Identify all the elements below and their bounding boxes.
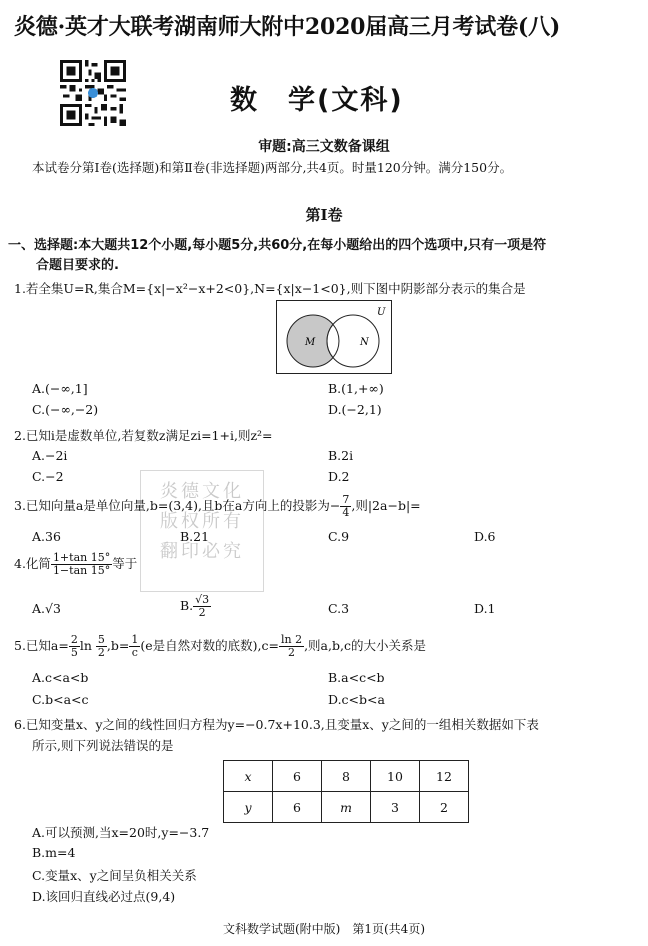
section-line-2: 合题目要求的. [36,258,119,273]
q1-option-b: B.(1,+∞) [328,381,384,396]
q5-f3-den: c [131,646,138,659]
q3-option-d: D.6 [474,529,496,544]
q2-option-a: A.−2i [32,448,68,463]
q4-option-b-label: B. [180,598,194,613]
q6-cell: 6 [273,792,322,823]
question-3-stem [14,494,421,519]
q5-option-b: B.a<c<b [328,670,385,685]
question-6-stem-line-2: 所示,则下列说法错误的是 [32,738,174,753]
q2-option-d: D.2 [328,469,350,484]
q4-option-a: A.√3 [32,601,61,616]
question-6-stem-line-1: 6.已知变量x、y之间的线性回归方程为y=−0.7x+10.3,且变量x、y之间的一组相关数据如下表 [14,717,539,732]
question-1-stem: 1.若全集U=R,集合M={x|−x²−x+2<0},N={x|x−1<0},则下图中阴影部分表示的集合是 [14,281,526,296]
venn-label-m: M [305,337,316,348]
q5-stem-d: (e是自然对数的底数),c= [140,638,279,653]
q6-option-b: B.m=4 [32,845,76,860]
q5-frac-2 [96,634,107,659]
q3-option-a: A.36 [32,529,61,544]
q6-option-a: A.可以预测,当x=20时,y=−3.7 [32,825,210,840]
subject-title: 数 学(文科) [230,85,404,116]
q6-cell: y [224,792,273,823]
q4-stem-part-a: 4.化简 [14,556,51,571]
q1-option-d: D.(−2,1) [328,402,382,417]
q6-table-row-x [224,761,469,792]
q1-option-a: A.(−∞,1] [32,381,88,396]
q6-cell: x [224,761,273,792]
q5-frac-4 [279,634,304,659]
page-footer: 文科数学试题(附中版) 第1页(共4页) [223,922,425,936]
exam-intro: 本试卷分第Ⅰ卷(选择题)和第Ⅱ卷(非选择题)两部分,共4页。时量120分钟。满分150分。 [32,160,513,175]
q3-option-c: C.9 [328,529,350,544]
q4-option-b-den: 2 [198,606,206,619]
q5-f4-den: 2 [288,646,296,659]
q1-option-c: C.(−∞,−2) [32,402,99,417]
q3-frac-den: 4 [342,506,350,519]
q3-stem-part-a: 3.已知向量a是单位向量,b=(3,4),且b在a方向上的投影为− [14,498,341,513]
q4-option-b-fraction [193,594,211,619]
q5-stem-b: ln [79,638,92,653]
watermark-line-3: 翻印必究 [160,541,244,562]
q4-fraction [51,552,112,577]
q3-stem-part-b: ,则|2a−b|= [351,498,421,513]
q6-cell: 10 [371,761,420,792]
q6-cell: 2 [420,792,469,823]
q5-stem-a: 5.已知a= [14,638,69,653]
q4-option-b-num: √3 [195,593,210,606]
q5-f1-den: 5 [70,646,78,659]
q4-frac-num: 1+tan 15° [52,551,111,564]
q2-option-b: B.2i [328,448,354,463]
q5-f4-num: ln 2 [280,633,303,646]
reviewer-line: 审题:高三文数备课组 [258,139,390,155]
q6-option-c: C.变量x、y之间呈负相关关系 [32,868,197,883]
q4-option-d: D.1 [474,601,496,616]
exam-header-title: 炎德·英才大联考湖南师大附中2020届高三月考试卷(八) [14,14,561,40]
q6-data-table [223,760,469,823]
q5-f3-num: 1 [131,633,139,646]
q5-f1-num: 2 [70,633,78,646]
q5-frac-3 [129,634,140,659]
question-4-stem [14,552,137,577]
venn-label-n: N [360,337,369,348]
watermark-line-1: 炎德文化 [160,481,244,502]
question-5-stem [14,634,426,659]
q4-frac-den: 1−tan 15° [52,564,111,577]
q6-cell: 8 [322,761,371,792]
q3-option-b: B.21 [180,529,210,544]
question-2-stem: 2.已知i是虚数单位,若复数z满足zi=1+i,则z²= [14,428,273,443]
venn-diagram [276,300,392,374]
volume-heading: 第Ⅰ卷 [305,206,343,224]
section-line-1: 一、选择题:本大题共12个小题,每小题5分,共60分,在每小题给出的四个选项中,只有一项是符 [8,238,547,253]
q4-option-b [180,594,211,619]
section-heading [8,236,636,276]
q3-fraction [340,494,351,519]
q6-cell: 3 [371,792,420,823]
watermark-line-2: 版权所有 [160,511,244,532]
q6-cell: m [322,792,371,823]
q5-frac-1 [69,634,80,659]
q6-cell: 6 [273,761,322,792]
q5-stem-c: ,b= [106,638,130,653]
q6-option-d: D.该回归直线必过点(9,4) [32,889,176,904]
q5-f2-den: 2 [97,646,105,659]
venn-label-u: U [377,307,386,318]
q3-frac-num: 7 [342,493,350,506]
q6-table-row-y [224,792,469,823]
q6-cell: 12 [420,761,469,792]
q4-stem-part-b: 等于 [112,556,138,571]
qr-code [60,60,126,126]
q4-option-c: C.3 [328,601,350,616]
q2-option-c: C.−2 [32,469,64,484]
q5-stem-e: ,则a,b,c的大小关系是 [304,638,426,653]
q5-option-d: D.c<b<a [328,692,385,707]
q5-option-a: A.c<a<b [32,670,89,685]
q5-option-c: C.b<a<c [32,692,89,707]
q5-f2-num: 5 [97,633,105,646]
